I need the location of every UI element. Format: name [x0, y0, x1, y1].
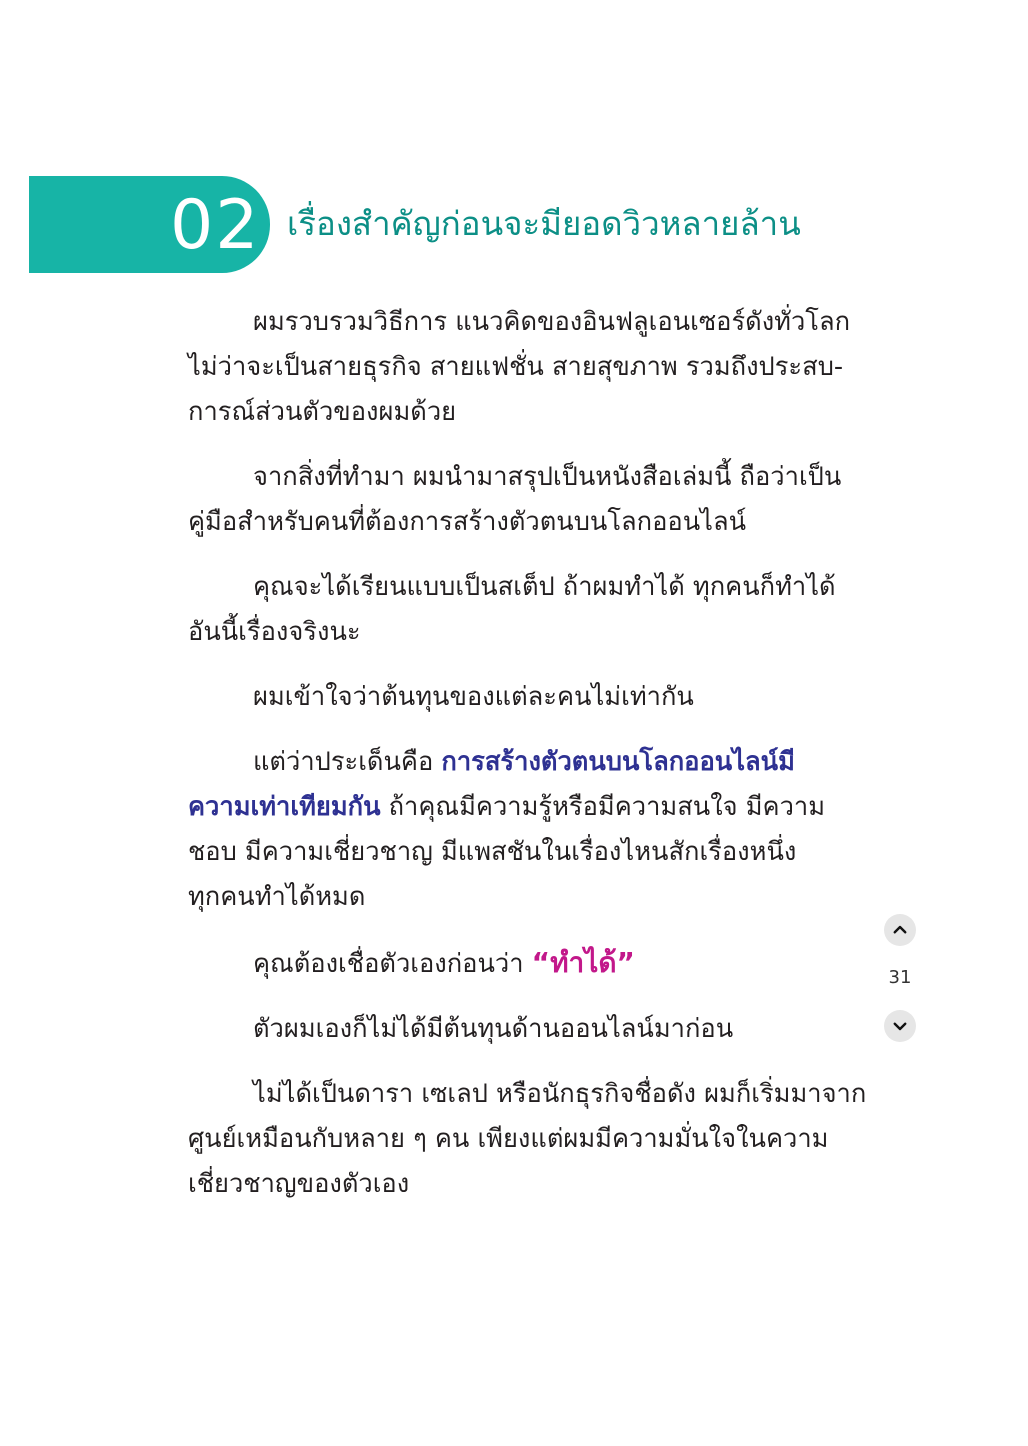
page-number: 31: [888, 967, 912, 988]
text-line: ชอบ มีความเชี่ยวชาญ มีแพสชันในเรื่องไหนสักเรื่องหนึ่ง: [188, 837, 797, 867]
plain-text: ถ้าคุณมีความรู้หรือมีความสนใจ มีความ: [380, 792, 826, 822]
chapter-title: เรื่องสำคัญก่อนจะมียอดวิวหลายล้าน: [287, 204, 801, 243]
chapter-number: 02: [170, 186, 261, 265]
next-page-button[interactable]: [884, 1010, 916, 1042]
text-line: การณ์ส่วนตัวของผมด้วย: [188, 397, 457, 427]
plain-text: คุณต้องเชื่อตัวเองก่อนว่า: [253, 949, 532, 979]
text-line: [188, 940, 832, 987]
highlight-text: การสร้างตัวตนบนโลกออนไลน์มี: [441, 747, 795, 777]
text-line: ไม่ว่าจะเป็นสายธุรกิจ สายแฟชั่น สายสุขภาพ รวมถึงประสบ-: [188, 352, 844, 382]
text-line: คุณจะได้เรียนแบบเป็นสเต็ป ถ้าผมทำได้ ทุกคนก็ทำได้: [253, 572, 836, 602]
text-line: เชี่ยวชาญของตัวเอง: [188, 1169, 410, 1199]
paragraph-4: [188, 675, 832, 720]
plain-text: แต่ว่าประเด็นคือ: [253, 747, 442, 777]
body-text: [188, 300, 867, 1227]
highlight-quote: “ทำได้”: [531, 946, 635, 979]
paragraph-3: [188, 565, 836, 655]
page-navigation: [882, 914, 918, 1042]
paragraph-2: [188, 455, 842, 545]
text-line: [188, 785, 832, 830]
text-line: ผมเข้าใจว่าต้นทุนของแต่ละคนไม่เท่ากัน: [253, 682, 694, 712]
chevron-down-icon: [891, 1017, 909, 1035]
previous-page-button[interactable]: [884, 914, 916, 946]
text-line: ตัวผมเองก็ไม่ได้มีต้นทุนด้านออนไลน์มาก่อน: [253, 1014, 734, 1044]
highlight-text: ความเท่าเทียมกัน: [188, 792, 381, 822]
text-line: ผมรวบรวมวิธีการ แนวคิดของอินฟลูเอนเซอร์ดังทั่วโลก: [253, 307, 851, 337]
paragraph-7: [188, 1007, 832, 1052]
text-line: [188, 740, 832, 785]
text-line: ทุกคนทำได้หมด: [188, 882, 366, 912]
text-line: จากสิ่งที่ทำมา ผมนำมาสรุปเป็นหนังสือเล่มนี้ ถือว่าเป็น: [253, 462, 842, 492]
text-line: คู่มือสำหรับคนที่ต้องการสร้างตัวตนบนโลกออนไลน์: [188, 507, 747, 537]
paragraph-1: [188, 300, 851, 435]
text-line: ไม่ได้เป็นดารา เซเลป หรือนักธุรกิจชื่อดัง ผมก็เริ่มมาจาก: [253, 1079, 867, 1109]
text-line: อันนี้เรื่องจริงนะ: [188, 617, 361, 647]
text-line: ศูนย์เหมือนกับหลาย ๆ คน เพียงแต่ผมมีความมั่นใจในความ: [188, 1124, 829, 1154]
paragraph-8: [188, 1072, 867, 1207]
paragraph-5: [188, 740, 832, 920]
chevron-up-icon: [891, 921, 909, 939]
paragraph-6: [188, 940, 832, 987]
